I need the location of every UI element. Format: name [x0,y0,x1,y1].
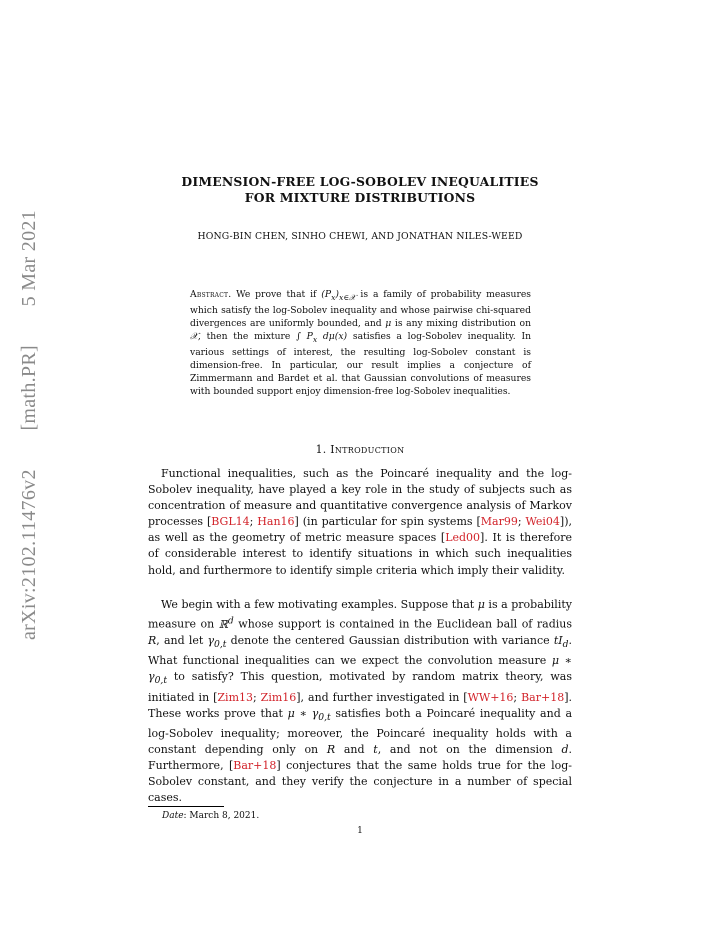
title-line-2: FOR MIXTURE DISTRIBUTIONS [244,190,476,205]
citation-link[interactable]: Mar99 [480,515,518,529]
citation-link[interactable]: BGL14 [211,515,250,529]
citation-link[interactable]: Zim16 [260,690,297,704]
section-heading [148,443,572,456]
footnote-label: Date [162,811,184,821]
citation-link[interactable]: Wei04 [525,515,560,529]
footnote [162,811,562,821]
abstract-text: is a family of probability measures which satisfy the log-Sobolev inequality and whose pairwise chi-squared divergences are uniformly bounded, and [190,289,531,330]
citation-link[interactable]: WW+16 [467,690,514,704]
abstract-text: is any mixing distribution on [391,318,531,330]
abstract-math: μ [385,318,392,330]
abstract-math: 𝒳 [190,331,198,343]
citation-link[interactable]: Bar+18 [521,690,565,704]
citation-link[interactable]: Zim13 [217,690,253,704]
citation-link[interactable]: Bar+18 [233,759,277,773]
title-line-1: DIMENSION-FREE LOG-SOBOLEV INEQUALITIES [181,174,539,189]
arxiv-stamp [18,210,41,640]
arxiv-date: 5 Mar 2021 [18,210,40,307]
abstract-text: satisfies a log-Sobolev inequality. In various settings of interest, the resulting log-Sobolev constant is dimension-free. In particular, our result implies a conjecture of Zimmermann and Bardet et al. that Gaussian convolutions of measures with bounded support enjoy dimension-free log-Sobolev inequalities. [190,331,531,398]
section-title: Introduction [330,443,405,456]
paragraph: Functional inequalities, such as the Poincaré inequality and the log-Sobolev inequality, have played a key role in the study of subjects such as concentration of measure and quantitative convergence analysis of Markov processes [BGL14; Han16] (in particular for spin systems [Mar99; Wei04]), as well as the geometry of metric measure spaces [Led00]. It is therefore of considerable interest to identify situations in which such inequalities hold, and furthermore to identify simple criteria which imply their validity. [148,467,572,577]
footnote-text: : March 8, 2021. [183,811,260,821]
arxiv-id: arXiv:2102.11476v2 [18,469,40,640]
paragraph: We begin with a few motivating examples. Suppose that μ is a probability measure on ℝ$^d$ whose support is contained in the Euclidean ball of radius R, and let $\gamma_{0,t}$ denote the centered Gaussian distribution with variance $tI_d$. What functional inequalities can we expect the convolution measure μ ∗ $\gamma_{0,t}$ to satisfy? This question, motivated by random matrix theory, was initiated in [Zim13; Zim16], and further investigated in [WW+16; Bar+18]. These works prove that μ ∗ $\gamma_{0,t}$ satisfies both a Poincaré inequality and a log-Sobolev inequality; moreover, the Poincaré inequality holds with a constant depending only on R and t, and not on the dimension d. Furthermore, [Bar+18] conjectures that the same holds true for the log-Sobolev constant, and they verify the conjecture in a number of special cases. [148,598,573,805]
section-number: 1. [315,443,327,456]
abstract-text: We prove that if [231,289,322,300]
paper-authors: HONG-BIN CHEN, SINHO CHEWI, AND JONATHAN NILES-WEED [197,231,523,242]
abstract-label: Abstract. [190,289,232,300]
abstract-math: $(P_x)_{x\in 𝒳}$ [321,289,356,302]
abstract-text: , then the mixture [197,331,297,343]
abstract [190,288,531,398]
page-number: 1 [357,826,363,836]
abstract-math: ∫ $P_x$ dμ(x) [296,331,348,344]
footnote-rule [148,806,224,807]
arxiv-category: [math.PR] [18,345,40,431]
citation-link[interactable]: Led00 [445,531,481,545]
citation-link[interactable]: Han16 [257,515,295,529]
paper-title [148,174,572,206]
